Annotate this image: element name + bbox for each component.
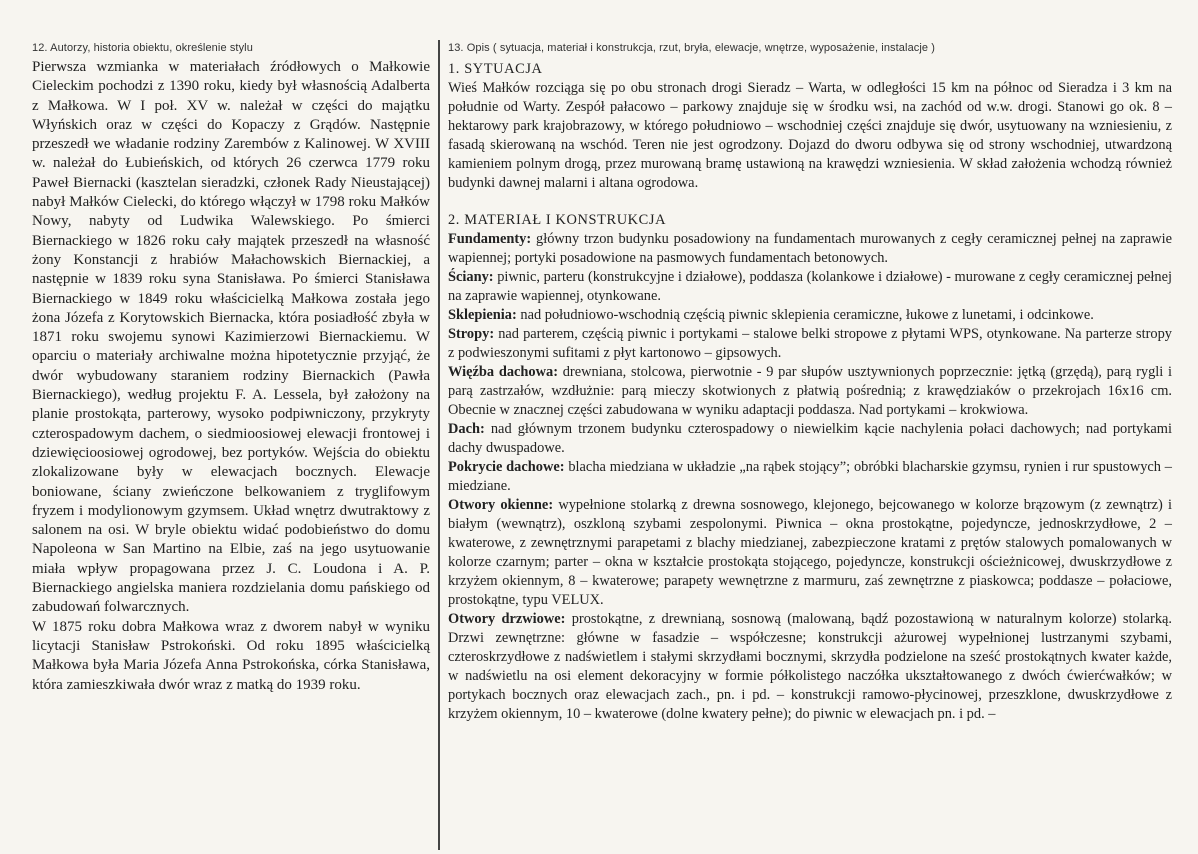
item-term: Więźba dachowa: — [448, 364, 558, 380]
item-foundations — [448, 230, 1172, 268]
item-text: nad głównym trzonem budynku czterospadowy o niewielkim kącie nachylenia połaci dachowych; nad portykami dachy dwuspadowe. — [448, 421, 1172, 456]
section-title-situation: 1. SYTUACJA — [448, 61, 543, 77]
item-text: drewniana, stolcowa, pierwotnie - 9 par słupów usztywnionych poprzecznie: jętką (grzędą), parą rygli i parą zastrzałów, wzdłużnie: parą mieczy skotwionych z płatwią pośrednią; z krawędziaków o przekrojach 16x16 cm. Obecnie w znacznej części zabudowana w wyniku adaptacji poddasza. Nad portykami – krokwiowa. — [448, 364, 1172, 418]
section-gap — [448, 193, 1172, 211]
item-text: piwnic, parteru (konstrukcyjne i działowe), poddasza (kolankowe i działowe) - murowane z cegły ceramicznej pełnej na zaprawie wapiennej, otynkowane. — [448, 269, 1172, 304]
item-term: Stropy: — [448, 326, 495, 342]
item-term: Fundamenty: — [448, 231, 532, 247]
item-vaults — [448, 306, 1172, 325]
item-doors — [448, 610, 1172, 724]
item-term: Otwory okienne: — [448, 497, 554, 513]
item-text: główny trzon budynku posadowiony na fundamentach murowanych z cegły ceramicznej pełnej na zaprawie wapiennej; portyki posadowione na pasmowych fundamentach betonowych. — [448, 231, 1172, 266]
history-text — [32, 58, 430, 695]
history-paragraph-2: W 1875 roku dobra Małkowa wraz z dworem nabył w wyniku licytacji Stanisław Pstrokoński. Od roku 1895 właścicielką Małkowa była Maria Józefa Anna Pstrokońska, córka Stanisława, która zamieszkiwała dwór wraz z matką do 1939 roku. — [32, 618, 430, 693]
right-section-caption: 13. Opis ( sytuacja, materiał i konstrukcja, rzut, bryła, elewacje, wnętrze, wyposażenie, instalacje ) — [448, 42, 936, 54]
history-paragraph-1: Pierwsza wzmianka w materiałach źródłowych o Małkowie Cieleckim pochodzi z 1390 roku, kiedy był własnością Adalberta z Małkowa. W I poł. XV w. należał w części do majątku Włyńskich oraz w części do Kopaczy z Grądów. Następnie przeszedł we władanie rodziny Zarembów z Kalinowej. W XVIII w. należał do Łubieńskich, od których 26 czerwca 1779 roku Paweł Biernacki (kasztelan sieradzki, członek Rady Nieustającej) nabył Małków Cielecki, do którego włączył w 1798 roku Małków Nowy, nabyty od Ludwika Walewskiego. Po śmierci Biernackiego w 1826 roku cały majątek przeszedł na własność żony Konstancji z hrabiów Małachowskich Biernackiej, a następnie w 1839 roku syna Stanisława. Po śmierci Stanisława Biernackiego w 1849 roku właścicielką Małkowa została jego żona Józefa z Korytowskich Biernacka, która posiadłość zbyła w 1871 roku swojemu synowi Kazimierzowi Biernackiemu. W oparciu o materiały archiwalne można hipotetycznie przyjąć, że dwór wybudowany staraniem rodziny Biernackich (Pawła Biernackiego), według projektu F. A. Lessela, był założony na planie prostokąta, parterowy, wysoko podpiwniczony, przykryty czterospadowym dachem, o siedmioosiowej elewacji frontowej i dziewięcioosiowej ogrodowej, bez portyków. Wejścia do obiektu zlokalizowane były w elewacjach bocznych. Elewacje boniowane, ściany zwieńczone belkowaniem z tryglifowym fryzem i modylionowym gzymsem. Układ wnętrz dwutraktowy z salonem na osi. W bryle obiektu widać podobieństwo do domu Napoleona w San Martino na Elbie, zaś na jego usytuowanie miała wpływ propagowana przez J. C. Loudona i A. P. Biernackiego angielska maniera rozdzielania domu pańskiego od zabudowań folwarcznych. — [32, 59, 430, 616]
description-text — [448, 60, 1172, 724]
item-term: Pokrycie dachowe: — [448, 459, 565, 475]
left-section-caption: 12. Autorzy, historia obiektu, określenie stylu — [32, 42, 253, 54]
situation-paragraph: Wieś Małków rozciąga się po obu stronach drogi Sieradz – Warta, w odległości 15 km na północ od Sieradza i 3 km na południe od Warty. Zespół pałacowo – parkowy znajduje się w środku wsi, na zachód od w.w. drogi. Stanowi go ok. 8 – hektarowy park krajobrazowy, w którego południowo – wschodniej części znajduje się dwór, usytuowany na wzniesieniu, z fasadą skierowaną na wschód. Teren nie jest ogrodzony. Dojazd do dworu odbywa się od strony wschodniej, utwardzoną kamieniem polnym drogą, przez murowaną bramę ustawioną na krawędzi wzniesienia. W skład założenia wchodzą również budynki dawnej malarni i altana ogrodowa. — [448, 80, 1172, 191]
item-roof-covering — [448, 458, 1172, 496]
item-roof — [448, 420, 1172, 458]
item-term: Ściany: — [448, 269, 494, 285]
item-text: prostokątne, z drewnianą, sosnową (malowaną, bądź pozostawioną w naturalnym kolorze) stolarką. Drzwi zewnętrzne: główne w fasadzie – współczesne; konstrukcji ażurowej wypełnionej lustrzanymi szybami, czteroskrzydłowe z nadświetlem i stałymi skrzydłami bocznymi, skrzydła podzielone na sześć prostokątnych kwater każde, w nadświetlu na osi element dekoracyjny w formie półkolistego naczółka ukształtowanego z dwóch ćwierćwałków; w portykach bocznych oraz elewacjach zach., pn. i pd. – konstrukcji ramowo-płycinowej, przeszklone, dwuskrzydłowe z krzyżem okiennym, 10 – kwaterowe (dolne kwatery pełne); do piwnic w elewacjach pn. i pd. – — [448, 611, 1172, 722]
item-text: wypełnione stolarką z drewna sosnowego, klejonego, bejcowanego w kolorze brązowym (z zewnątrz) i białym (wewnątrz), oszkloną szybami zespolonymi. Piwnica – okna prostokątne, pojedyncze, jednoskrzydłowe, 2 – kwaterowe, z zewnętrznymi parapetami z blachy miedzianej, zabezpieczone kratami z prętów stalowych pomalowanych w kolorze czarnym; parter – okna w kształcie prostokąta stojącego, pojedyncze, konstrukcji ościeżnicowej, dwuskrzydłowe z krzyżem okiennym, 8 – kwaterowe; parapety wewnętrzne z marmuru, zaś zewnętrzne z piaskowca; poddasze – połaciowe, prostokątne, typu VELUX. — [448, 497, 1172, 608]
item-windows — [448, 496, 1172, 610]
item-term: Dach: — [448, 421, 485, 437]
item-roof-truss — [448, 363, 1172, 420]
item-ceilings — [448, 325, 1172, 363]
item-walls — [448, 268, 1172, 306]
item-text: blacha miedziana w układzie „na rąbek stojący”; obróbki blacharskie gzymsu, rynien i rur spustowych – miedziane. — [448, 459, 1173, 494]
column-divider — [438, 40, 440, 850]
item-term: Otwory drzwiowe: — [448, 611, 566, 627]
section-title-material: 2. MATERIAŁ I KONSTRUKCJA — [448, 212, 667, 228]
item-text: nad parterem, częścią piwnic i portykami – stalowe belki stropowe z płytami WPS, otynkowane. Na parterze stropy z podwieszonymi sufitami z płyt kartonowo – gipsowych. — [448, 326, 1172, 361]
item-text: nad południowo-wschodnią częścią piwnic sklepienia ceramiczne, łukowe z lunetami, i odcinkowe. — [516, 307, 1094, 323]
item-term: Sklepienia: — [448, 307, 517, 323]
